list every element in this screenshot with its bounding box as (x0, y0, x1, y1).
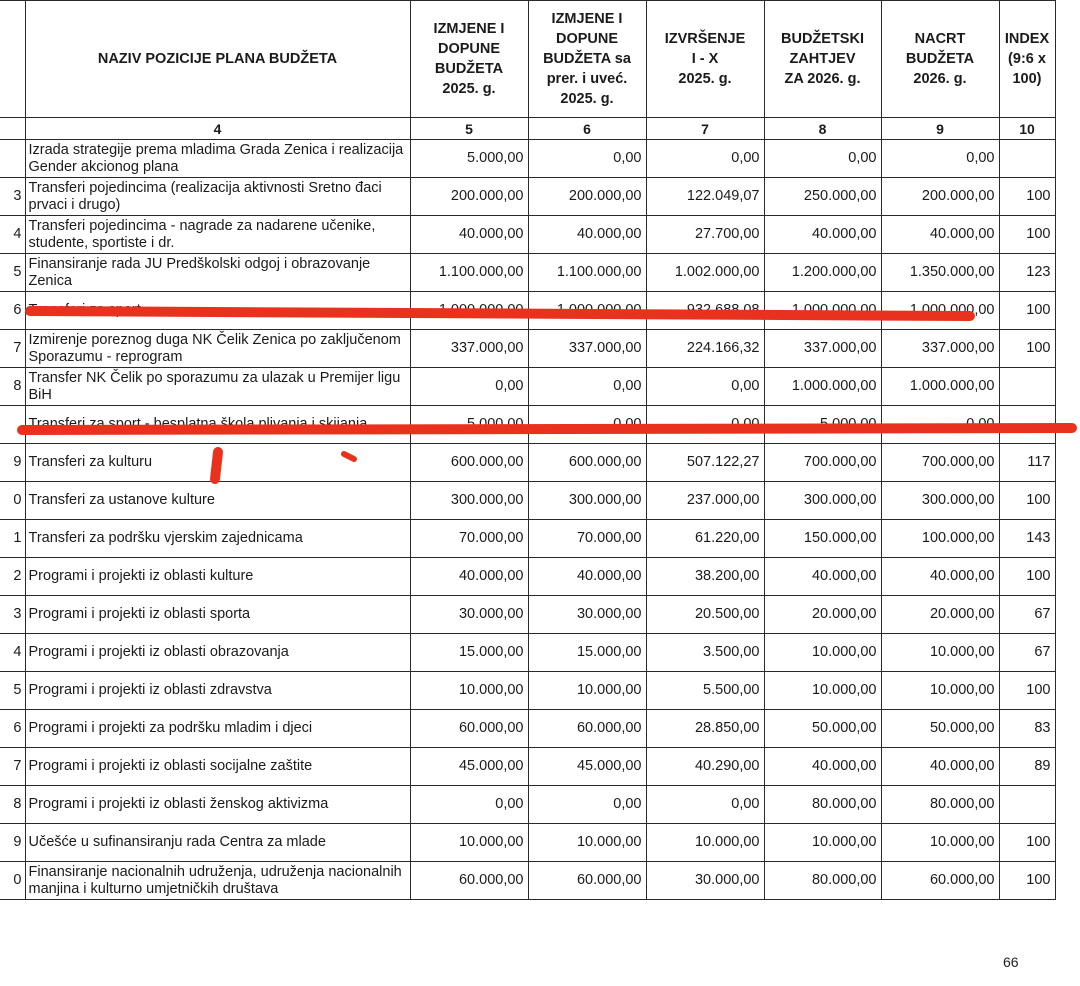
header-line: IZMJENE I (551, 11, 623, 27)
amount-cell: 80.000,00 (881, 786, 999, 824)
position-name: Transferi za kulturu (25, 444, 410, 482)
row-number: 0 (0, 862, 25, 900)
index-cell: 100 (999, 482, 1055, 520)
header-col5 (410, 1, 528, 118)
index-cell (999, 406, 1055, 444)
position-name: Transferi pojedincima - nagrade za nadarene učenike, studente, sportiste i dr. (25, 216, 410, 254)
table-row (0, 748, 1055, 786)
header-line: IZVRŠENJE (664, 31, 746, 47)
amount-cell: 70.000,00 (528, 520, 646, 558)
index-cell: 100 (999, 824, 1055, 862)
amount-cell: 337.000,00 (410, 330, 528, 368)
amount-cell: 1.000.000,00 (881, 292, 999, 330)
row-number: 6 (0, 292, 25, 330)
amount-cell: 1.100.000,00 (410, 254, 528, 292)
amount-cell: 300.000,00 (528, 482, 646, 520)
header-rownum-cell (0, 1, 25, 118)
index-cell: 100 (999, 330, 1055, 368)
header-line: 2025. g. (560, 91, 614, 107)
amount-cell: 60.000,00 (881, 862, 999, 900)
index-cell (999, 368, 1055, 406)
amount-cell: 40.000,00 (881, 748, 999, 786)
row-number: 7 (0, 330, 25, 368)
amount-cell: 600.000,00 (528, 444, 646, 482)
position-name: Programi i projekti iz oblasti zdravstva (25, 672, 410, 710)
table-row (0, 292, 1055, 330)
amount-cell: 0,00 (646, 368, 764, 406)
amount-cell: 10.000,00 (881, 634, 999, 672)
amount-cell: 0,00 (528, 368, 646, 406)
position-name: Transferi za sport (25, 292, 410, 330)
amount-cell: 10.000,00 (764, 634, 881, 672)
column-number: 9 (881, 118, 999, 140)
amount-cell: 10.000,00 (764, 672, 881, 710)
table-row (0, 634, 1055, 672)
amount-cell: 200.000,00 (528, 178, 646, 216)
amount-cell: 40.290,00 (646, 748, 764, 786)
amount-cell: 1.350.000,00 (881, 254, 999, 292)
column-number: 5 (410, 118, 528, 140)
index-cell: 143 (999, 520, 1055, 558)
header-line: INDEX (1004, 31, 1050, 47)
amount-cell: 1.000.000,00 (764, 292, 881, 330)
amount-cell: 40.000,00 (764, 748, 881, 786)
header-row (0, 1, 1055, 118)
table-row (0, 482, 1055, 520)
amount-cell: 40.000,00 (764, 558, 881, 596)
amount-cell: 1.000.000,00 (764, 368, 881, 406)
amount-cell: 15.000,00 (528, 634, 646, 672)
index-cell: 100 (999, 292, 1055, 330)
amount-cell: 10.000,00 (528, 824, 646, 862)
amount-cell: 10.000,00 (410, 824, 528, 862)
amount-cell: 28.850,00 (646, 710, 764, 748)
position-name: Transfer NK Čelik po sporazumu za ulazak u Premijer ligu BiH (25, 368, 410, 406)
header-line: ZA 2026. g. (784, 71, 861, 87)
index-cell: 67 (999, 634, 1055, 672)
row-number: 1 (0, 520, 25, 558)
row-number: 4 (0, 216, 25, 254)
amount-cell: 100.000,00 (881, 520, 999, 558)
header-line: 2025. g. (678, 71, 732, 87)
table-row (0, 254, 1055, 292)
index-cell: 100 (999, 672, 1055, 710)
row-number: 5 (0, 672, 25, 710)
table-row (0, 444, 1055, 482)
position-name: Programi i projekti iz oblasti sporta (25, 596, 410, 634)
position-name: Izrada strategije prema mladima Grada Zenica i realizacija Gender akcionog plana (25, 140, 410, 178)
position-name: Izmirenje poreznog duga NK Čelik Zenica po zaključenom Sporazumu - reprogram (25, 330, 410, 368)
amount-cell: 0,00 (528, 140, 646, 178)
amount-cell: 80.000,00 (764, 862, 881, 900)
amount-cell: 50.000,00 (881, 710, 999, 748)
table-row (0, 330, 1055, 368)
column-number: 4 (25, 118, 410, 140)
header-line: BUDŽETA (434, 61, 504, 77)
table-row (0, 710, 1055, 748)
amount-cell: 122.049,07 (646, 178, 764, 216)
table-row (0, 140, 1055, 178)
page-number: 66 (1003, 954, 1019, 970)
amount-cell: 10.000,00 (881, 824, 999, 862)
amount-cell: 30.000,00 (646, 862, 764, 900)
header-line: BUDŽETSKI (781, 31, 864, 47)
amount-cell: 10.000,00 (528, 672, 646, 710)
row-number: 0 (0, 482, 25, 520)
amount-cell: 1.000.000,00 (410, 292, 528, 330)
header-line: prer. i uveć. (546, 71, 628, 87)
row-number: 8 (0, 786, 25, 824)
amount-cell: 150.000,00 (764, 520, 881, 558)
amount-cell: 0,00 (646, 786, 764, 824)
amount-cell: 600.000,00 (410, 444, 528, 482)
header-line: NACRT (914, 31, 966, 47)
header-line: IZMJENE I (433, 21, 505, 37)
amount-cell: 10.000,00 (646, 824, 764, 862)
position-name: Učešće u sufinansiranju rada Centra za mlade (25, 824, 410, 862)
amount-cell: 40.000,00 (764, 216, 881, 254)
position-name: Finansiranje rada JU Predškolski odgoj i obrazovanje Zenica (25, 254, 410, 292)
index-cell (999, 786, 1055, 824)
amount-cell: 5.500,00 (646, 672, 764, 710)
amount-cell: 40.000,00 (410, 558, 528, 596)
amount-cell: 15.000,00 (410, 634, 528, 672)
row-number: 4 (0, 634, 25, 672)
position-name: Programi i projekti za podršku mladim i djeci (25, 710, 410, 748)
amount-cell: 38.200,00 (646, 558, 764, 596)
column-number: 6 (528, 118, 646, 140)
position-name: Transferi za sport - besplatna škola plivanja i skijanja (25, 406, 410, 444)
table-row (0, 520, 1055, 558)
header-line: DOPUNE (555, 31, 619, 47)
amount-cell: 0,00 (528, 406, 646, 444)
amount-cell: 30.000,00 (528, 596, 646, 634)
amount-cell: 0,00 (646, 406, 764, 444)
amount-cell: 30.000,00 (410, 596, 528, 634)
amount-cell: 1.002.000,00 (646, 254, 764, 292)
amount-cell: 60.000,00 (528, 862, 646, 900)
index-cell: 117 (999, 444, 1055, 482)
amount-cell: 0,00 (646, 140, 764, 178)
table-row (0, 558, 1055, 596)
amount-cell: 200.000,00 (881, 178, 999, 216)
header-col8 (764, 1, 881, 118)
index-cell: 67 (999, 596, 1055, 634)
table-row (0, 216, 1055, 254)
header-line: 100) (1012, 71, 1042, 87)
index-cell: 123 (999, 254, 1055, 292)
amount-cell: 27.700,00 (646, 216, 764, 254)
column-number-row (0, 118, 1055, 140)
index-cell: 100 (999, 178, 1055, 216)
amount-cell: 40.000,00 (881, 558, 999, 596)
header-col10 (999, 1, 1055, 118)
amount-cell: 61.220,00 (646, 520, 764, 558)
amount-cell: 40.000,00 (881, 216, 999, 254)
row-number: 8 (0, 368, 25, 406)
position-name: Programi i projekti iz oblasti obrazovanja (25, 634, 410, 672)
table-row (0, 368, 1055, 406)
table-row (0, 786, 1055, 824)
amount-cell: 3.500,00 (646, 634, 764, 672)
amount-cell: 20.000,00 (764, 596, 881, 634)
header-line: ZAHTJEV (789, 51, 856, 67)
amount-cell: 300.000,00 (410, 482, 528, 520)
header-line: 2025. g. (442, 81, 496, 97)
index-cell: 100 (999, 862, 1055, 900)
row-number (0, 140, 25, 178)
amount-cell: 50.000,00 (764, 710, 881, 748)
position-name: Programi i projekti iz oblasti socijalne zaštite (25, 748, 410, 786)
header-line: (9:6 x (1008, 51, 1046, 67)
position-name: Transferi za ustanove kulture (25, 482, 410, 520)
position-name: Programi i projekti iz oblasti ženskog aktivizma (25, 786, 410, 824)
position-name: Programi i projekti iz oblasti kulture (25, 558, 410, 596)
amount-cell: 932.688,08 (646, 292, 764, 330)
amount-cell: 60.000,00 (410, 710, 528, 748)
amount-cell: 5.000,00 (764, 406, 881, 444)
column-number: 7 (646, 118, 764, 140)
amount-cell: 0,00 (764, 140, 881, 178)
column-number: 10 (999, 118, 1055, 140)
header-line: BUDŽETA sa (543, 51, 631, 67)
amount-cell: 45.000,00 (410, 748, 528, 786)
header-line: I - X (691, 51, 719, 67)
amount-cell: 1.000.000,00 (881, 368, 999, 406)
amount-cell: 700.000,00 (881, 444, 999, 482)
position-name: Transferi za podršku vjerskim zajednicama (25, 520, 410, 558)
table-body (0, 140, 1055, 900)
amount-cell: 0,00 (881, 140, 999, 178)
row-number (0, 406, 25, 444)
amount-cell: 0,00 (410, 368, 528, 406)
amount-cell: 237.000,00 (646, 482, 764, 520)
index-cell (999, 140, 1055, 178)
position-name: Finansiranje nacionalnih udruženja, udruženja nacionalnih manjina i kulturno umjetničkih društava (25, 862, 410, 900)
amount-cell: 10.000,00 (764, 824, 881, 862)
amount-cell: 1.100.000,00 (528, 254, 646, 292)
row-number: 3 (0, 178, 25, 216)
amount-cell: 507.122,27 (646, 444, 764, 482)
table-row (0, 596, 1055, 634)
row-number: 9 (0, 824, 25, 862)
amount-cell: 10.000,00 (881, 672, 999, 710)
amount-cell: 700.000,00 (764, 444, 881, 482)
index-cell: 89 (999, 748, 1055, 786)
amount-cell: 5.000,00 (410, 140, 528, 178)
amount-cell: 300.000,00 (881, 482, 999, 520)
colnum-rownum-cell (0, 118, 25, 140)
amount-cell: 224.166,32 (646, 330, 764, 368)
table-row (0, 672, 1055, 710)
table-row (0, 178, 1055, 216)
amount-cell: 0,00 (528, 786, 646, 824)
amount-cell: 337.000,00 (881, 330, 999, 368)
header-naziv: NAZIV POZICIJE PLANA BUDŽETA (25, 1, 410, 118)
amount-cell: 40.000,00 (528, 216, 646, 254)
amount-cell: 0,00 (881, 406, 999, 444)
amount-cell: 40.000,00 (528, 558, 646, 596)
position-name: Transferi pojedincima (realizacija aktivnosti Sretno đaci prvaci i drugo) (25, 178, 410, 216)
index-cell: 83 (999, 710, 1055, 748)
row-number: 7 (0, 748, 25, 786)
row-number: 6 (0, 710, 25, 748)
index-cell: 100 (999, 216, 1055, 254)
amount-cell: 1.000.000,00 (528, 292, 646, 330)
amount-cell: 337.000,00 (764, 330, 881, 368)
column-number: 8 (764, 118, 881, 140)
amount-cell: 60.000,00 (528, 710, 646, 748)
row-number: 3 (0, 596, 25, 634)
amount-cell: 40.000,00 (410, 216, 528, 254)
amount-cell: 60.000,00 (410, 862, 528, 900)
table-row (0, 406, 1055, 444)
amount-cell: 300.000,00 (764, 482, 881, 520)
header-line: 2026. g. (913, 71, 967, 87)
header-line: DOPUNE (437, 41, 501, 57)
amount-cell: 250.000,00 (764, 178, 881, 216)
amount-cell: 20.500,00 (646, 596, 764, 634)
amount-cell: 1.200.000,00 (764, 254, 881, 292)
amount-cell: 45.000,00 (528, 748, 646, 786)
amount-cell: 80.000,00 (764, 786, 881, 824)
header-col7 (646, 1, 764, 118)
table-row (0, 824, 1055, 862)
amount-cell: 200.000,00 (410, 178, 528, 216)
amount-cell: 10.000,00 (410, 672, 528, 710)
amount-cell: 5.000,00 (410, 406, 528, 444)
table-row (0, 862, 1055, 900)
header-col9 (881, 1, 999, 118)
amount-cell: 0,00 (410, 786, 528, 824)
header-col6 (528, 1, 646, 118)
amount-cell: 70.000,00 (410, 520, 528, 558)
row-number: 2 (0, 558, 25, 596)
row-number: 9 (0, 444, 25, 482)
row-number: 5 (0, 254, 25, 292)
index-cell: 100 (999, 558, 1055, 596)
header-line: BUDŽETA (905, 51, 975, 67)
amount-cell: 337.000,00 (528, 330, 646, 368)
amount-cell: 20.000,00 (881, 596, 999, 634)
